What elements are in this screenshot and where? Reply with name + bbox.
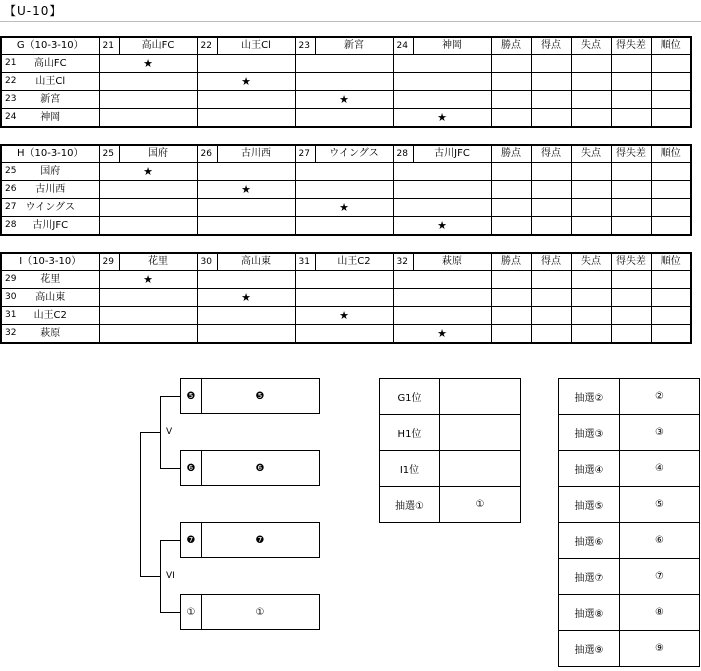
- draw-value: ③: [620, 415, 700, 451]
- stat-cell: [571, 199, 611, 217]
- team-number-header: 28: [393, 145, 413, 163]
- table-row: [1, 91, 691, 109]
- star-mark: ★: [197, 289, 295, 307]
- draw-row: [559, 451, 700, 487]
- draw-table: [558, 378, 700, 667]
- stat-cell: [531, 271, 571, 289]
- team-number: 23: [5, 94, 17, 104]
- match-cell: [197, 91, 295, 109]
- stat-cell: [571, 163, 611, 181]
- match-cell: [99, 217, 197, 236]
- stat-cell: [571, 307, 611, 325]
- match-cell: [197, 163, 295, 181]
- team-number: 26: [5, 184, 17, 194]
- match-cell: [99, 199, 197, 217]
- table-row: [1, 271, 691, 289]
- star-mark: ★: [393, 325, 491, 344]
- stat-cell: [571, 271, 611, 289]
- bracket-slot: [180, 594, 320, 630]
- stat-cell: [651, 271, 691, 289]
- stat-cell: [531, 163, 571, 181]
- match-cell: [295, 73, 393, 91]
- qualifier-value: [440, 451, 521, 487]
- bracket-line: [160, 468, 180, 469]
- stat-cell: [611, 73, 651, 91]
- qualifier-row: [380, 451, 521, 487]
- stat-column-header: 得失差: [611, 145, 651, 163]
- team-cell: [1, 109, 99, 128]
- stat-cell: [651, 55, 691, 73]
- team-cell: [1, 271, 99, 289]
- team-name-header: 新宮: [315, 37, 393, 55]
- table-row: [1, 73, 691, 91]
- bracket-slot-label: ❻: [255, 462, 265, 474]
- team-name-header: 古川西: [217, 145, 295, 163]
- bracket-line: [160, 396, 180, 397]
- bracket-slot-label: ①: [255, 606, 265, 618]
- match-cell: [393, 181, 491, 199]
- team-number: 22: [5, 76, 17, 86]
- stat-cell: [531, 55, 571, 73]
- stat-cell: [491, 91, 531, 109]
- match-cell: [295, 325, 393, 344]
- stat-cell: [491, 289, 531, 307]
- team-name: ウイングス: [25, 202, 75, 213]
- team-name: 山王C2: [33, 310, 67, 321]
- draw-row: [559, 415, 700, 451]
- stat-cell: [651, 307, 691, 325]
- group-table: [0, 252, 692, 344]
- stat-cell: [571, 55, 611, 73]
- match-cell: [99, 289, 197, 307]
- match-cell: [295, 271, 393, 289]
- team-number-header: 27: [295, 145, 315, 163]
- bracket-line: [140, 432, 141, 577]
- draw-label: 抽選⑨: [559, 631, 620, 667]
- stat-cell: [611, 55, 651, 73]
- star-mark: ★: [295, 199, 393, 217]
- stat-cell: [491, 217, 531, 236]
- bracket-slot: [180, 378, 320, 414]
- stat-column-header: 順位: [651, 145, 691, 163]
- team-name-header: 萩原: [413, 253, 491, 271]
- team-number: 30: [5, 292, 17, 302]
- match-cell: [393, 289, 491, 307]
- match-cell: [197, 55, 295, 73]
- star-mark: ★: [99, 271, 197, 289]
- team-number: 21: [5, 58, 17, 68]
- stat-cell: [571, 91, 611, 109]
- star-mark: ★: [197, 181, 295, 199]
- match-cell: [197, 271, 295, 289]
- bracket-slot-seed: ❺: [181, 379, 202, 413]
- stat-cell: [651, 109, 691, 128]
- stat-cell: [531, 307, 571, 325]
- team-name: 新宮: [40, 94, 61, 105]
- stat-column-header: 順位: [651, 37, 691, 55]
- stat-cell: [651, 181, 691, 199]
- stat-cell: [491, 199, 531, 217]
- stat-cell: [651, 91, 691, 109]
- match-cell: [197, 307, 295, 325]
- stat-cell: [651, 325, 691, 344]
- stat-cell: [651, 217, 691, 236]
- team-name-header: 高山東: [217, 253, 295, 271]
- table-row: [1, 163, 691, 181]
- match-cell: [99, 181, 197, 199]
- match-cell: [295, 181, 393, 199]
- team-number-header: 32: [393, 253, 413, 271]
- draw-value: ⑧: [620, 595, 700, 631]
- stat-column-header: 順位: [651, 253, 691, 271]
- draw-label: 抽選⑧: [559, 595, 620, 631]
- match-cell: [393, 91, 491, 109]
- stat-column-header: 勝点: [491, 37, 531, 55]
- stat-cell: [531, 73, 571, 91]
- bracket-slot: [180, 450, 320, 486]
- table-row: [1, 307, 691, 325]
- stat-cell: [531, 109, 571, 128]
- draw-label: 抽選⑦: [559, 559, 620, 595]
- draw-label: 抽選⑥: [559, 523, 620, 559]
- stat-cell: [531, 91, 571, 109]
- team-name: 高山東: [35, 292, 66, 303]
- star-mark: ★: [295, 307, 393, 325]
- round-label-vi: VI: [166, 571, 175, 581]
- match-cell: [99, 307, 197, 325]
- team-name-header: 山王C2: [315, 253, 393, 271]
- match-cell: [393, 199, 491, 217]
- table-row: [1, 325, 691, 344]
- draw-row: [559, 487, 700, 523]
- table-row: [1, 217, 691, 236]
- stat-cell: [531, 325, 571, 344]
- team-cell: [1, 217, 99, 236]
- stat-cell: [571, 217, 611, 236]
- qualifier-value: ①: [440, 487, 521, 523]
- table-row: [1, 109, 691, 128]
- team-name: 萩原: [40, 328, 61, 339]
- table-row: [1, 199, 691, 217]
- bracket-slot: [180, 522, 320, 558]
- team-cell: [1, 199, 99, 217]
- draw-label: 抽選⑤: [559, 487, 620, 523]
- match-cell: [197, 325, 295, 344]
- stat-cell: [611, 217, 651, 236]
- bracket-line: [140, 432, 160, 433]
- stat-column-header: 得失差: [611, 253, 651, 271]
- stat-cell: [651, 163, 691, 181]
- stat-column-header: 失点: [571, 145, 611, 163]
- draw-row: [559, 523, 700, 559]
- stat-cell: [491, 163, 531, 181]
- stat-cell: [651, 73, 691, 91]
- stat-cell: [611, 289, 651, 307]
- team-number: 32: [5, 328, 17, 338]
- team-number: 24: [5, 112, 17, 122]
- team-name: 花里: [40, 274, 61, 285]
- star-mark: ★: [99, 163, 197, 181]
- draw-row: [559, 595, 700, 631]
- team-name-header: 古川JFC: [413, 145, 491, 163]
- stat-cell: [611, 325, 651, 344]
- match-cell: [197, 217, 295, 236]
- team-name-header: 神岡: [413, 37, 491, 55]
- team-number-header: 22: [197, 37, 217, 55]
- draw-label: 抽選②: [559, 379, 620, 415]
- team-name: 神岡: [40, 112, 61, 123]
- qualifier-label: G1位: [380, 379, 440, 415]
- stat-cell: [531, 181, 571, 199]
- match-cell: [393, 271, 491, 289]
- match-cell: [295, 109, 393, 128]
- stat-cell: [611, 181, 651, 199]
- team-name: 高山FC: [33, 58, 67, 69]
- team-number-header: 29: [99, 253, 119, 271]
- bracket-line: [140, 576, 160, 577]
- stat-cell: [531, 199, 571, 217]
- team-cell: [1, 307, 99, 325]
- match-cell: [295, 163, 393, 181]
- team-name: 古川西: [35, 184, 66, 195]
- team-cell: [1, 325, 99, 344]
- stat-cell: [571, 289, 611, 307]
- qualifier-label: H1位: [380, 415, 440, 451]
- match-cell: [99, 73, 197, 91]
- team-cell: [1, 91, 99, 109]
- stat-cell: [571, 181, 611, 199]
- stat-cell: [611, 271, 651, 289]
- team-number-header: 21: [99, 37, 119, 55]
- team-name: 山王Cl: [35, 76, 66, 87]
- qualifier-label: I1位: [380, 451, 440, 487]
- stat-cell: [571, 325, 611, 344]
- team-number: 27: [5, 202, 17, 212]
- team-cell: [1, 163, 99, 181]
- match-cell: [295, 217, 393, 236]
- qualifier-value: [440, 415, 521, 451]
- team-number-header: 31: [295, 253, 315, 271]
- stat-column-header: 勝点: [491, 253, 531, 271]
- stat-cell: [611, 109, 651, 128]
- star-mark: ★: [393, 109, 491, 128]
- group-table: [0, 144, 692, 236]
- stat-cell: [491, 181, 531, 199]
- stat-column-header: 得失差: [611, 37, 651, 55]
- bracket-slot-label: ❼: [255, 534, 265, 546]
- team-number: 28: [5, 220, 17, 230]
- qualifier-value: [440, 379, 521, 415]
- draw-value: ②: [620, 379, 700, 415]
- stat-cell: [651, 289, 691, 307]
- match-cell: [197, 109, 295, 128]
- team-cell: [1, 289, 99, 307]
- qualifier-label: 抽選①: [380, 487, 440, 523]
- draw-label: 抽選④: [559, 451, 620, 487]
- team-name-header: 国府: [119, 145, 197, 163]
- stat-column-header: 失点: [571, 37, 611, 55]
- round-label-v: V: [166, 427, 173, 437]
- qualifier-table: [379, 378, 521, 523]
- match-cell: [393, 55, 491, 73]
- stat-cell: [491, 55, 531, 73]
- team-number: 31: [5, 310, 17, 320]
- match-cell: [99, 91, 197, 109]
- stat-cell: [531, 217, 571, 236]
- team-number-header: 25: [99, 145, 119, 163]
- stat-cell: [531, 289, 571, 307]
- team-cell: [1, 55, 99, 73]
- draw-value: ⑨: [620, 631, 700, 667]
- draw-row: [559, 559, 700, 595]
- title-divider: [0, 21, 701, 22]
- bracket-line: [160, 540, 180, 541]
- stat-cell: [491, 325, 531, 344]
- team-number-header: 23: [295, 37, 315, 55]
- star-mark: ★: [99, 55, 197, 73]
- group-label: I（10-3-10）: [1, 253, 99, 271]
- group-label: H（10-3-10）: [1, 145, 99, 163]
- draw-value: ⑥: [620, 523, 700, 559]
- stat-cell: [611, 199, 651, 217]
- star-mark: ★: [197, 73, 295, 91]
- bracket-line: [160, 540, 161, 612]
- bracket-slot-seed: ❻: [181, 451, 202, 485]
- bracket-slot-seed: ❼: [181, 523, 202, 557]
- team-number-header: 24: [393, 37, 413, 55]
- draw-row: [559, 379, 700, 415]
- team-name-header: 高山FC: [119, 37, 197, 55]
- match-cell: [295, 55, 393, 73]
- stat-column-header: 失点: [571, 253, 611, 271]
- qualifier-row: [380, 379, 521, 415]
- stat-cell: [611, 163, 651, 181]
- bracket-line: [160, 612, 180, 613]
- stat-column-header: 得点: [531, 37, 571, 55]
- table-row: [1, 289, 691, 307]
- stat-cell: [491, 109, 531, 128]
- draw-value: ⑤: [620, 487, 700, 523]
- team-name: 古川JFC: [32, 220, 69, 231]
- bracket-slot-label: ❺: [255, 390, 265, 402]
- star-mark: ★: [393, 217, 491, 236]
- stat-cell: [491, 73, 531, 91]
- group-table: [0, 36, 692, 128]
- match-cell: [99, 109, 197, 128]
- match-cell: [393, 163, 491, 181]
- draw-row: [559, 631, 700, 667]
- stat-cell: [651, 199, 691, 217]
- match-cell: [295, 289, 393, 307]
- match-cell: [99, 325, 197, 344]
- bracket-line: [160, 396, 161, 468]
- stat-column-header: 得点: [531, 253, 571, 271]
- table-row: [1, 55, 691, 73]
- team-number-header: 26: [197, 145, 217, 163]
- stat-cell: [611, 307, 651, 325]
- team-name-header: 花里: [119, 253, 197, 271]
- match-cell: [393, 307, 491, 325]
- match-cell: [393, 73, 491, 91]
- stat-cell: [611, 91, 651, 109]
- bracket-slot-seed: ①: [181, 595, 202, 629]
- stat-cell: [571, 109, 611, 128]
- table-row: [1, 181, 691, 199]
- team-name-header: 山王Cl: [217, 37, 295, 55]
- team-number-header: 30: [197, 253, 217, 271]
- team-name: 国府: [40, 166, 61, 177]
- qualifier-row: [380, 415, 521, 451]
- team-cell: [1, 181, 99, 199]
- stat-column-header: 得点: [531, 145, 571, 163]
- team-number: 25: [5, 166, 17, 176]
- group-label: G（10-3-10）: [1, 37, 99, 55]
- stat-cell: [491, 307, 531, 325]
- match-cell: [197, 199, 295, 217]
- draw-value: ⑦: [620, 559, 700, 595]
- draw-value: ④: [620, 451, 700, 487]
- star-mark: ★: [295, 91, 393, 109]
- draw-label: 抽選③: [559, 415, 620, 451]
- team-cell: [1, 73, 99, 91]
- team-number: 29: [5, 274, 17, 284]
- page-title: 【U-10】: [4, 4, 63, 18]
- stat-column-header: 勝点: [491, 145, 531, 163]
- team-name-header: ウイングス: [315, 145, 393, 163]
- qualifier-row: [380, 487, 521, 523]
- stat-cell: [571, 73, 611, 91]
- stat-cell: [491, 271, 531, 289]
